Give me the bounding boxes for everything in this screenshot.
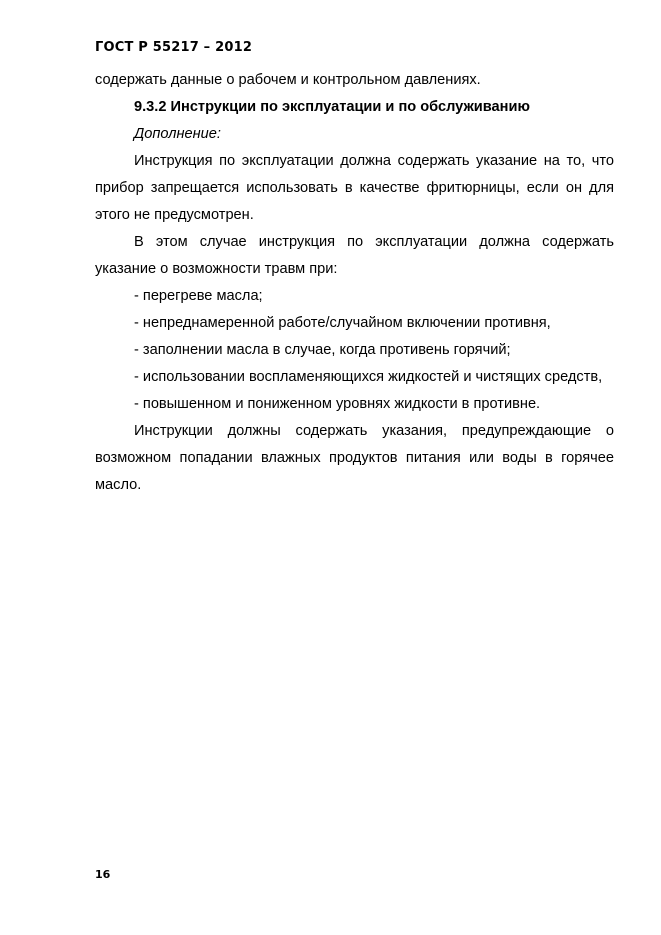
section-heading: 9.3.2 Инструкции по эксплуатации и по обслуживанию <box>134 99 530 115</box>
list-item: - использовании воспламеняющихся жидкостей и чистящих средств, <box>134 369 603 385</box>
paragraph-3: Инструкции должны содержать указания, предупреждающие о возможном попадании влажных продуктов питания или воды в горячее масло. <box>95 423 614 493</box>
list-item: - непреднамеренной работе/случайном включении противня, <box>134 315 551 331</box>
list-item: - повышенном и пониженном уровнях жидкости в противне. <box>134 396 541 412</box>
list-item: - перегреве масла; <box>134 288 263 304</box>
document-body <box>95 67 614 499</box>
addition-label: Дополнение: <box>134 126 221 142</box>
continuation-line: содержать данные о рабочем и контрольном давлениях. <box>95 72 481 88</box>
document-header: ГОСТ Р 55217 – 2012 <box>95 40 253 55</box>
paragraph-1: Инструкция по эксплуатации должна содержать указание на то, что прибор запрещается использовать в качестве фритюрницы, если он для этого не предусмотрен. <box>95 153 614 223</box>
paragraph-2: В этом случае инструкция по эксплуатации должна содержать указание о возможности травм при: <box>95 234 614 277</box>
page-number: 16 <box>95 868 111 881</box>
list-item: - заполнении масла в случае, когда противень горячий; <box>134 342 511 358</box>
